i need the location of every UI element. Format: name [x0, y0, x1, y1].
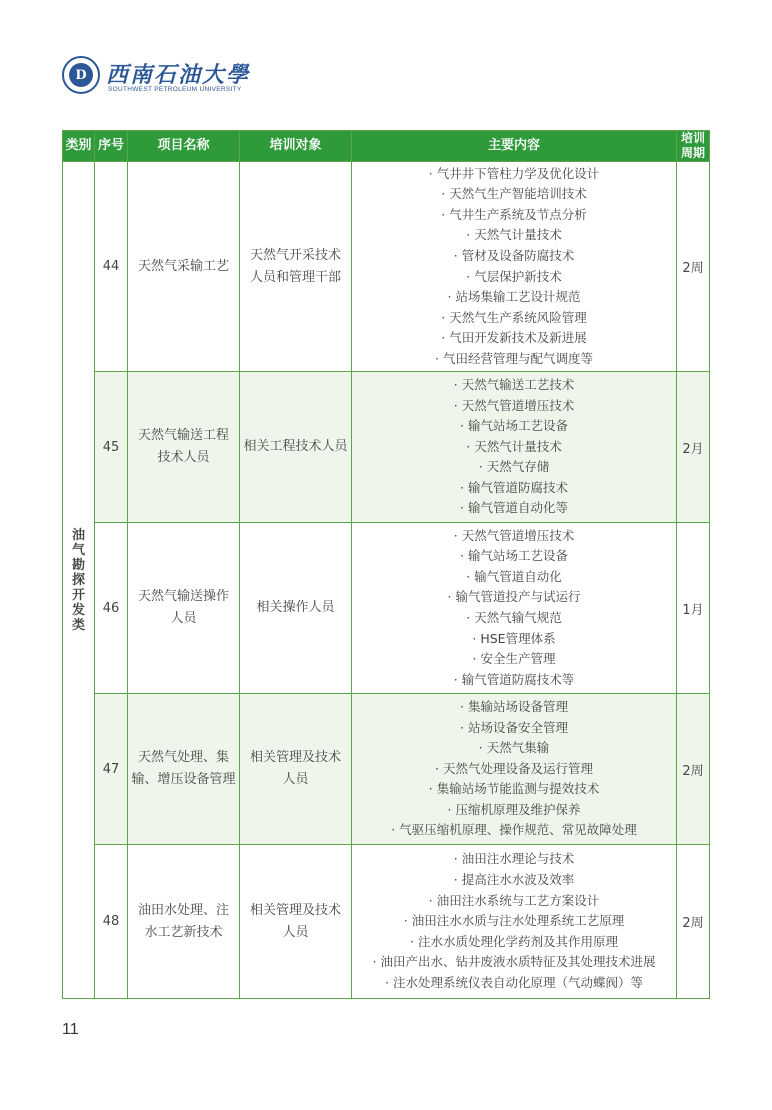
- content-item: · 输气管道防腐技术: [460, 479, 568, 495]
- project-name: [128, 523, 240, 694]
- project-name-text: 天然气输送工程技术人员: [137, 428, 229, 465]
- training-target-text: 相关管理及技术人员: [249, 902, 341, 940]
- header-period-text: 培训周期: [680, 131, 705, 160]
- content-item: · 注水水质处理化学药剂及其作用原理: [410, 933, 618, 949]
- table-row: [63, 162, 710, 372]
- content-item: · 集输站场节能监测与提效技术: [428, 781, 600, 797]
- content-item: · 油田注水水质与注水处理系统工艺原理: [403, 913, 625, 929]
- content-item: · 气井生产系统及节点分析: [441, 206, 587, 222]
- content-item: · 注水处理系统仪表自动化原理（气动蝶阀）等: [385, 974, 643, 990]
- content-item: · 输气站场工艺设备: [460, 418, 568, 434]
- content-item: · 输气管道自动化: [466, 568, 562, 584]
- main-content: [352, 162, 677, 372]
- content-item: · 输气管道投产与试运行: [447, 589, 581, 605]
- content-item: · 站场集输工艺设计规范: [447, 289, 581, 305]
- university-logo-icon: [62, 56, 100, 94]
- content-item: · 气层保护新技术: [466, 268, 562, 284]
- project-name-text: 油田水处理、注水工艺新技术: [137, 902, 229, 940]
- table-row: [63, 845, 710, 999]
- training-target: [240, 694, 352, 845]
- header-period: [677, 131, 710, 162]
- content-item: · 天然气计量技术: [466, 227, 562, 243]
- training-target: [240, 845, 352, 999]
- row-number: 47: [95, 694, 128, 845]
- table-row: [63, 372, 710, 523]
- header-name: 项目名称: [128, 131, 240, 162]
- content-item: · 安全生产管理: [472, 651, 556, 667]
- training-target: 相关操作人员: [240, 523, 352, 694]
- content-item: · 站场设备安全管理: [460, 719, 568, 735]
- content-item: · 输气管道防腐技术等: [453, 671, 575, 687]
- training-target: 相关工程技术人员: [240, 372, 352, 523]
- content-item: · 气井井下管柱力学及优化设计: [428, 165, 600, 181]
- page-number: 11: [62, 1021, 79, 1038]
- header-content: 主要内容: [352, 131, 677, 162]
- table-header-row: [63, 131, 710, 162]
- project-name: [128, 694, 240, 845]
- training-period: 2月: [677, 372, 710, 523]
- university-name-cn: 西南石油大學: [106, 62, 251, 88]
- content-item: · 输气管道自动化等: [460, 500, 568, 516]
- project-name: 天然气采输工艺: [128, 162, 240, 372]
- content-item: · 油田注水系统与工艺方案设计: [428, 892, 600, 908]
- header-number: 序号: [95, 131, 128, 162]
- table-row: [63, 694, 710, 845]
- project-name: [128, 372, 240, 523]
- content-item: · 天然气输气规范: [466, 610, 562, 625]
- project-name-text: 天然气处理、集输、增压设备管理: [131, 750, 236, 787]
- training-period: 2周: [677, 694, 710, 845]
- content-item: · 天然气生产系统风险管理: [441, 309, 587, 325]
- training-target: [240, 162, 352, 372]
- training-target-text: 相关管理及技术人员: [249, 750, 341, 787]
- content-item: · 气田开发新技术及新进展: [441, 330, 587, 346]
- category-cell: [63, 162, 95, 999]
- content-item: · 压缩机原理及维护保养: [447, 801, 581, 817]
- content-item: · 气田经营管理与配气调度等: [435, 350, 593, 366]
- row-number: 45: [95, 372, 128, 523]
- content-item: · 天然气存储: [478, 459, 550, 475]
- content-item: · 天然气处理设备及运行管理: [435, 760, 593, 776]
- training-target-text: 天然气开采技术人员和管理干部: [249, 247, 341, 285]
- content-item: · HSE管理体系: [472, 630, 556, 646]
- content-item: · 提高注水水波及效率: [453, 872, 575, 888]
- course-table: [62, 130, 710, 999]
- content-item: · 油田产出水、钻井废液水质特征及其处理技术进展: [372, 954, 656, 970]
- table-row: [63, 523, 710, 694]
- project-name-text: 天然气输送操作人员: [137, 589, 229, 626]
- content-item: · 天然气管道增压技术: [453, 397, 575, 413]
- header-target: 培训对象: [240, 131, 352, 162]
- logo-glyph: D: [69, 63, 93, 87]
- project-name: [128, 845, 240, 999]
- row-number: 48: [95, 845, 128, 999]
- content-item: · 集输站场设备管理: [460, 698, 568, 714]
- main-content: [352, 845, 677, 999]
- content-item: · 气驱压缩机原理、操作规范、常见故障处理: [391, 822, 637, 838]
- main-content: [352, 694, 677, 845]
- training-period: 1月: [677, 523, 710, 694]
- content-item: · 管材及设备防腐技术: [453, 247, 575, 263]
- content-item: · 天然气管道增压技术: [453, 527, 575, 543]
- university-name-en: SOUTHWEST PETROLEUM UNIVERSITY: [108, 86, 242, 93]
- content-item: · 油田注水理论与技术: [453, 851, 575, 867]
- main-content: [352, 372, 677, 523]
- content-item: · 天然气输送工艺技术: [453, 376, 575, 392]
- row-number: 46: [95, 523, 128, 694]
- content-item: · 输气站场工艺设备: [460, 548, 568, 564]
- training-period: 2周: [677, 845, 710, 999]
- main-content: [352, 523, 677, 694]
- content-item: · 天然气计量技术: [466, 438, 562, 454]
- row-number: 44: [95, 162, 128, 372]
- category-text: 油气勘探开发类: [71, 527, 85, 633]
- training-period: 2周: [677, 162, 710, 372]
- university-header: [62, 54, 362, 100]
- content-item: · 天然气集输: [478, 740, 550, 756]
- header-category: 类别: [63, 131, 95, 162]
- content-item: · 天然气生产智能培训技术: [441, 186, 587, 202]
